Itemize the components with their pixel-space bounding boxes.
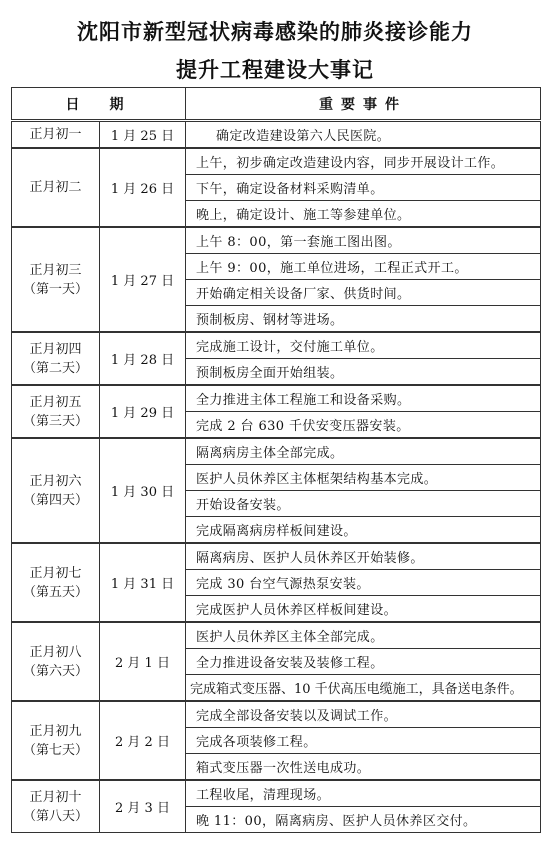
- lunar-date-cell: [12, 385, 100, 438]
- lunar-date: 正月初二: [29, 180, 82, 195]
- day-count: （第一天）: [22, 281, 88, 297]
- calendar-date-cell: 1 月 29 日: [100, 385, 186, 438]
- lunar-date: 正月初八: [29, 644, 82, 660]
- event-cell: 完成全部设备安装以及调试工作。: [186, 701, 541, 728]
- date-column-header: 日 期: [12, 88, 186, 121]
- event-cell: 完成各项装修工程。: [186, 728, 541, 754]
- event-cell: 全力推进主体工程施工和设备采购。: [186, 385, 541, 412]
- event-cell: 完成医护人员休养区样板间建设。: [186, 596, 541, 623]
- event-cell: 箱式变压器一次性送电成功。: [186, 754, 541, 781]
- day-count: （第三天）: [22, 413, 88, 429]
- event-cell: 上午 8：00，第一套施工图出图。: [186, 227, 541, 254]
- day-count: （第八天）: [22, 808, 88, 824]
- lunar-date-cell: [12, 622, 100, 701]
- event-cell: 上午，初步确定改造建设内容，同步开展设计工作。: [186, 148, 541, 175]
- event-cell: 医护人员休养区主体全部完成。: [186, 622, 541, 649]
- lunar-date-cell: [12, 543, 100, 622]
- lunar-date-cell: [12, 780, 100, 833]
- calendar-date-cell: 2 月 3 日: [100, 780, 186, 833]
- event-cell: 工程收尾，清理现场。: [186, 780, 541, 807]
- event-cell: 完成 2 台 630 千伏安变压器安装。: [186, 412, 541, 439]
- day-count: （第四天）: [22, 492, 88, 508]
- lunar-date-cell: [12, 148, 100, 227]
- lunar-date: 正月初六: [29, 473, 82, 489]
- calendar-date-cell: 2 月 2 日: [100, 701, 186, 780]
- lunar-date-cell: [12, 438, 100, 543]
- event-cell: 晚上，确定设计、施工等参建单位。: [186, 201, 541, 228]
- day-count: （第五天）: [22, 584, 88, 600]
- event-cell: 完成隔离病房样板间建设。: [186, 517, 541, 544]
- event-cell: 确定改造建设第六人民医院。: [186, 121, 541, 149]
- lunar-date: 正月初十: [29, 789, 82, 805]
- event-cell: 完成 30 台空气源热泵安装。: [186, 570, 541, 596]
- day-count: （第二天）: [22, 360, 88, 376]
- calendar-date-cell: 2 月 1 日: [100, 622, 186, 701]
- lunar-date: 正月初五: [29, 394, 82, 410]
- calendar-date-cell: 1 月 27 日: [100, 227, 186, 332]
- calendar-date-cell: 1 月 25 日: [100, 121, 186, 149]
- event-cell: 完成箱式变压器、10 千伏高压电缆施工，具备送电条件。: [186, 675, 541, 702]
- lunar-date: 正月初九: [29, 723, 82, 739]
- day-count: （第六天）: [22, 663, 88, 679]
- calendar-date-cell: 1 月 28 日: [100, 332, 186, 385]
- lunar-date: 正月初四: [29, 341, 82, 357]
- event-cell: 完成施工设计，交付施工单位。: [186, 332, 541, 359]
- event-cell: 医护人员休养区主体框架结构基本完成。: [186, 465, 541, 491]
- lunar-date-cell: [12, 227, 100, 332]
- calendar-date-cell: 1 月 31 日: [100, 543, 186, 622]
- milestones-table: [11, 87, 541, 833]
- document-title-line-1: 沈阳市新型冠状病毒感染的肺炎接诊能力: [77, 20, 473, 44]
- calendar-date-cell: 1 月 26 日: [100, 148, 186, 227]
- lunar-date: 正月初三: [29, 262, 82, 278]
- lunar-date-cell: [12, 332, 100, 385]
- lunar-date-cell: [12, 701, 100, 780]
- lunar-date: 正月初一: [29, 127, 82, 142]
- event-cell: 上午 9：00，施工单位进场，工程正式开工。: [186, 254, 541, 280]
- calendar-date-cell: 1 月 30 日: [100, 438, 186, 543]
- event-cell: 晚 11：00，隔离病房、医护人员休养区交付。: [186, 807, 541, 833]
- event-cell: 开始确定相关设备厂家、供货时间。: [186, 280, 541, 306]
- event-cell: 开始设备安装。: [186, 491, 541, 517]
- lunar-date: 正月初七: [29, 565, 82, 581]
- event-cell: 隔离病房、医护人员休养区开始装修。: [186, 543, 541, 570]
- event-cell: 预制板房全面开始组装。: [186, 359, 541, 386]
- day-count: （第七天）: [22, 742, 88, 758]
- document-title-line-2: 提升工程建设大事记: [176, 58, 374, 82]
- lunar-date-cell: [12, 121, 100, 149]
- event-cell: 下午，确定设备材料采购清单。: [186, 175, 541, 201]
- event-cell: 全力推进设备安装及装修工程。: [186, 649, 541, 675]
- events-column-header: 重要事件: [186, 88, 541, 121]
- event-cell: 预制板房、钢材等进场。: [186, 306, 541, 333]
- event-cell: 隔离病房主体全部完成。: [186, 438, 541, 465]
